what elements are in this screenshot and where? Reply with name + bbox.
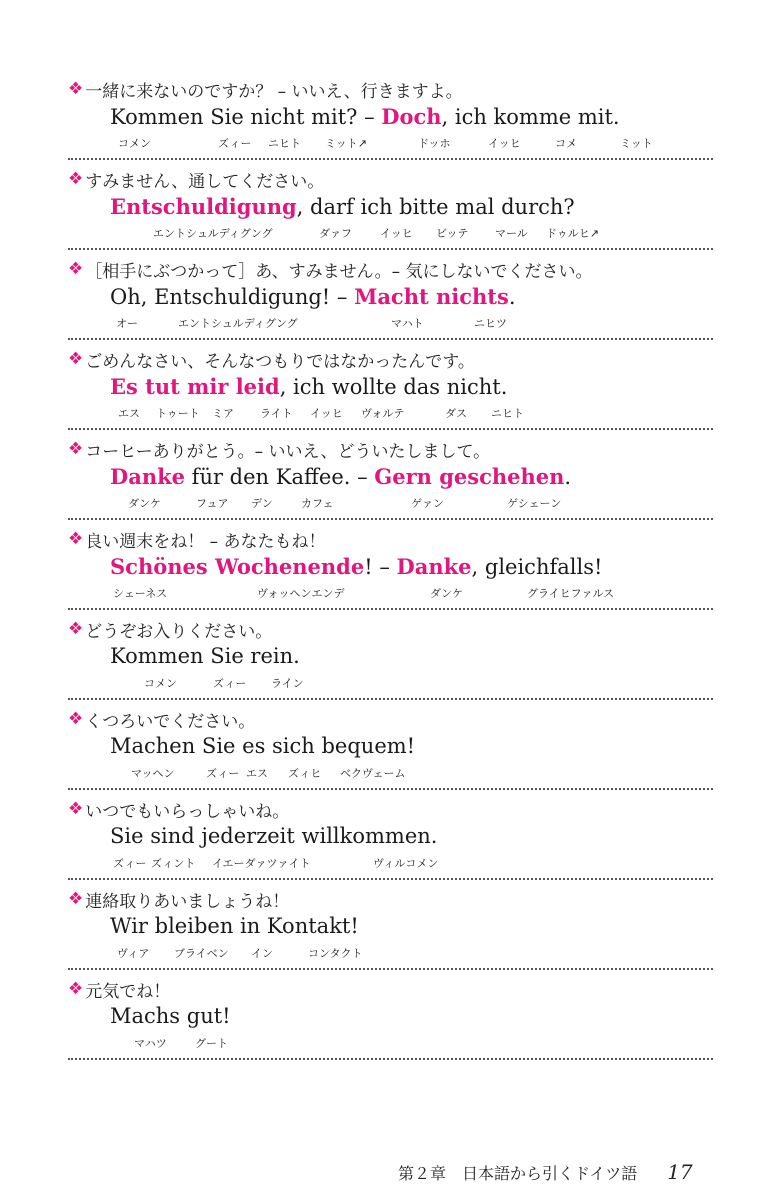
phrase-entry bbox=[68, 888, 713, 978]
japanese-phrase bbox=[68, 528, 326, 550]
phrase-entry bbox=[68, 618, 713, 708]
german-text: , ich komme mit. bbox=[441, 105, 620, 129]
katakana-reading: マハト bbox=[391, 317, 424, 330]
katakana-reading: ズィント bbox=[151, 857, 196, 870]
katakana-reading: ヴィルコメン bbox=[373, 857, 439, 870]
katakana-reading: コメン bbox=[144, 677, 177, 690]
japanese-text: すみません、通してください。 bbox=[85, 171, 325, 192]
katakana-reading: シェーネス bbox=[113, 587, 168, 600]
katakana-reading: コメン bbox=[118, 137, 151, 150]
page-number: 17 bbox=[667, 1160, 693, 1184]
pronunciation-guide bbox=[68, 225, 713, 239]
dotted-divider bbox=[68, 338, 713, 340]
diamond-bullet-icon: ❖ bbox=[68, 79, 84, 99]
japanese-phrase bbox=[68, 978, 170, 1000]
dotted-divider bbox=[68, 698, 713, 700]
german-key-expression: Gern geschehen bbox=[374, 464, 565, 489]
page-footer bbox=[398, 1160, 693, 1184]
pronunciation-guide bbox=[68, 405, 713, 419]
german-text: Kommen Sie rein. bbox=[110, 644, 300, 668]
katakana-reading: ダンケ bbox=[430, 587, 463, 600]
katakana-reading: ズィヒ bbox=[288, 767, 322, 780]
german-text: , ich wollte das nicht. bbox=[279, 375, 508, 399]
katakana-reading: ズィー bbox=[218, 137, 252, 150]
german-phrase bbox=[110, 464, 571, 489]
katakana-reading: ミア bbox=[212, 407, 234, 420]
german-key-expression: Schönes Wochenende bbox=[110, 554, 365, 579]
katakana-reading: イッヒ bbox=[380, 227, 413, 240]
katakana-reading: コンタクト bbox=[308, 947, 363, 960]
katakana-reading: ミット↗ bbox=[325, 137, 367, 150]
german-phrase bbox=[110, 644, 300, 668]
katakana-reading: ヴィア bbox=[117, 947, 150, 960]
german-phrase bbox=[110, 284, 516, 309]
katakana-reading: エス bbox=[118, 407, 140, 420]
katakana-reading: マール bbox=[495, 227, 528, 240]
german-text: ! – bbox=[364, 555, 397, 579]
dotted-divider bbox=[68, 1058, 713, 1060]
german-key-expression: Doch bbox=[381, 104, 442, 129]
japanese-phrase bbox=[68, 888, 289, 910]
dotted-divider bbox=[68, 158, 713, 160]
japanese-text: いつでもいらっしゃいね。 bbox=[85, 801, 290, 822]
german-text: Wir bleiben in Kontakt! bbox=[110, 914, 359, 938]
dotted-divider bbox=[68, 518, 713, 520]
katakana-reading: デン bbox=[251, 497, 273, 510]
japanese-text: 連絡取りあいましょうね！ bbox=[85, 891, 290, 912]
pronunciation-guide bbox=[68, 1035, 713, 1049]
german-text: Machen Sie es sich bequem! bbox=[110, 734, 416, 758]
katakana-reading: イエーダァツァイト bbox=[212, 857, 311, 870]
katakana-reading: ズィー bbox=[213, 677, 247, 690]
katakana-reading: マッヘン bbox=[131, 767, 175, 780]
katakana-reading: エントシュルディグング bbox=[178, 317, 298, 330]
german-text: Kommen Sie nicht mit? – bbox=[110, 105, 382, 129]
katakana-reading: ダンケ bbox=[128, 497, 161, 510]
pronunciation-guide bbox=[68, 945, 713, 959]
german-phrase bbox=[110, 1004, 231, 1028]
german-key-expression: Entschuldigung bbox=[110, 194, 297, 219]
german-phrase bbox=[110, 914, 359, 938]
german-text: für den Kaffee. – bbox=[185, 465, 375, 489]
german-phrase bbox=[110, 734, 415, 758]
katakana-reading: イン bbox=[251, 947, 273, 960]
katakana-reading: オー bbox=[116, 317, 138, 330]
diamond-bullet-icon: ❖ bbox=[68, 889, 84, 909]
german-key-expression: Danke bbox=[110, 464, 185, 489]
dotted-divider bbox=[68, 878, 713, 880]
german-key-expression: Danke bbox=[396, 554, 472, 579]
katakana-reading: ズィー bbox=[113, 857, 147, 870]
katakana-reading: ダス bbox=[445, 407, 467, 420]
katakana-reading: ダァフ bbox=[319, 227, 352, 240]
katakana-reading: ニヒツ bbox=[474, 317, 507, 330]
diamond-bullet-icon: ❖ bbox=[68, 259, 84, 279]
japanese-phrase bbox=[68, 438, 490, 460]
dotted-divider bbox=[68, 608, 713, 610]
katakana-reading: エス bbox=[246, 767, 268, 780]
katakana-reading: ビッテ bbox=[436, 227, 469, 240]
katakana-reading: ニヒト bbox=[491, 407, 524, 420]
diamond-bullet-icon: ❖ bbox=[68, 979, 84, 999]
katakana-reading: ヴォルテ bbox=[361, 407, 405, 420]
katakana-reading: ニヒト bbox=[268, 137, 301, 150]
katakana-reading: コメ bbox=[555, 137, 577, 150]
pronunciation-guide bbox=[68, 315, 713, 329]
katakana-reading: ドゥルヒ↗ bbox=[546, 227, 599, 240]
german-phrase bbox=[110, 194, 575, 219]
chapter-title: 第２章 日本語から引くドイツ語 bbox=[398, 1164, 638, 1183]
katakana-reading: ライト bbox=[260, 407, 293, 420]
pronunciation-guide bbox=[68, 765, 713, 779]
pronunciation-guide bbox=[68, 585, 713, 599]
katakana-reading: ヴォッヘンエンデ bbox=[257, 587, 345, 600]
japanese-text: 元気でね！ bbox=[85, 981, 171, 1002]
phrase-entry bbox=[68, 258, 713, 348]
diamond-bullet-icon: ❖ bbox=[68, 799, 84, 819]
katakana-reading: フュア bbox=[196, 497, 229, 510]
german-text: Machs gut! bbox=[110, 1004, 231, 1028]
katakana-reading: ベクヴェーム bbox=[340, 767, 406, 780]
phrase-entry bbox=[68, 438, 713, 528]
diamond-bullet-icon: ❖ bbox=[68, 169, 84, 189]
german-text: Sie sind jederzeit willkommen. bbox=[110, 824, 438, 848]
katakana-reading: ゲシェーン bbox=[507, 497, 562, 510]
german-key-expression: Es tut mir leid bbox=[110, 374, 280, 399]
japanese-text: ［相手にぶつかって］あ、すみません。– 気にしないでください。 bbox=[85, 261, 593, 282]
german-phrase bbox=[110, 374, 507, 399]
katakana-reading: イッヒ bbox=[310, 407, 343, 420]
pronunciation-guide bbox=[68, 855, 713, 869]
german-phrase bbox=[110, 824, 437, 848]
diamond-bullet-icon: ❖ bbox=[68, 619, 84, 639]
diamond-bullet-icon: ❖ bbox=[68, 349, 84, 369]
japanese-phrase bbox=[68, 168, 324, 190]
phrase-entry bbox=[68, 78, 713, 168]
katakana-reading: イッヒ bbox=[488, 137, 521, 150]
japanese-phrase bbox=[68, 348, 475, 370]
pronunciation-guide bbox=[68, 135, 713, 149]
japanese-phrase bbox=[68, 618, 272, 640]
japanese-text: 良い週末をね！ – あなたもね！ bbox=[85, 531, 326, 552]
diamond-bullet-icon: ❖ bbox=[68, 709, 84, 729]
katakana-reading: マハツ bbox=[134, 1037, 167, 1050]
dotted-divider bbox=[68, 968, 713, 970]
japanese-text: どうぞお入りください。 bbox=[85, 621, 273, 642]
diamond-bullet-icon: ❖ bbox=[68, 529, 84, 549]
katakana-reading: ズィー bbox=[206, 767, 240, 780]
katakana-reading: エントシュルディグング bbox=[153, 227, 273, 240]
japanese-text: くつろいでください。 bbox=[85, 711, 256, 732]
katakana-reading: ライン bbox=[271, 677, 304, 690]
katakana-reading: ドッホ bbox=[418, 137, 451, 150]
katakana-reading: グート bbox=[195, 1037, 228, 1050]
german-phrase bbox=[110, 104, 620, 129]
german-text: Oh, Entschuldigung! – bbox=[110, 285, 355, 309]
phrase-entry bbox=[68, 978, 713, 1068]
japanese-phrase bbox=[68, 708, 255, 730]
german-text: , gleichfalls! bbox=[471, 555, 603, 579]
japanese-text: ごめんなさい、そんなつもりではなかったんです。 bbox=[85, 351, 475, 372]
katakana-reading: ゲァン bbox=[411, 497, 444, 510]
diamond-bullet-icon: ❖ bbox=[68, 439, 84, 459]
dotted-divider bbox=[68, 428, 713, 430]
phrase-entry bbox=[68, 708, 713, 798]
pronunciation-guide bbox=[68, 495, 713, 509]
katakana-reading: トゥート bbox=[156, 407, 200, 420]
dotted-divider bbox=[68, 248, 713, 250]
katakana-reading: ミット bbox=[620, 137, 653, 150]
phrase-entry bbox=[68, 348, 713, 438]
german-phrase bbox=[110, 554, 602, 579]
german-text: , darf ich bitte mal durch? bbox=[296, 195, 575, 219]
phrase-entry bbox=[68, 528, 713, 618]
katakana-reading: ブライベン bbox=[174, 947, 229, 960]
japanese-phrase bbox=[68, 798, 289, 820]
phrase-entry bbox=[68, 798, 713, 888]
pronunciation-guide bbox=[68, 675, 713, 689]
german-key-expression: Macht nichts bbox=[354, 284, 509, 309]
katakana-reading: カフェ bbox=[301, 497, 334, 510]
german-text: . bbox=[508, 285, 516, 309]
japanese-text: 一緒に来ないのですか？ – いいえ、行きますよ。 bbox=[85, 81, 463, 102]
katakana-reading: グライヒファルス bbox=[527, 587, 615, 600]
japanese-phrase bbox=[68, 78, 463, 100]
dotted-divider bbox=[68, 788, 713, 790]
phrase-entry bbox=[68, 168, 713, 258]
japanese-text: コーヒーありがとう。– いいえ、どういたしまして。 bbox=[85, 441, 491, 462]
german-text: . bbox=[564, 465, 572, 489]
japanese-phrase bbox=[68, 258, 593, 280]
